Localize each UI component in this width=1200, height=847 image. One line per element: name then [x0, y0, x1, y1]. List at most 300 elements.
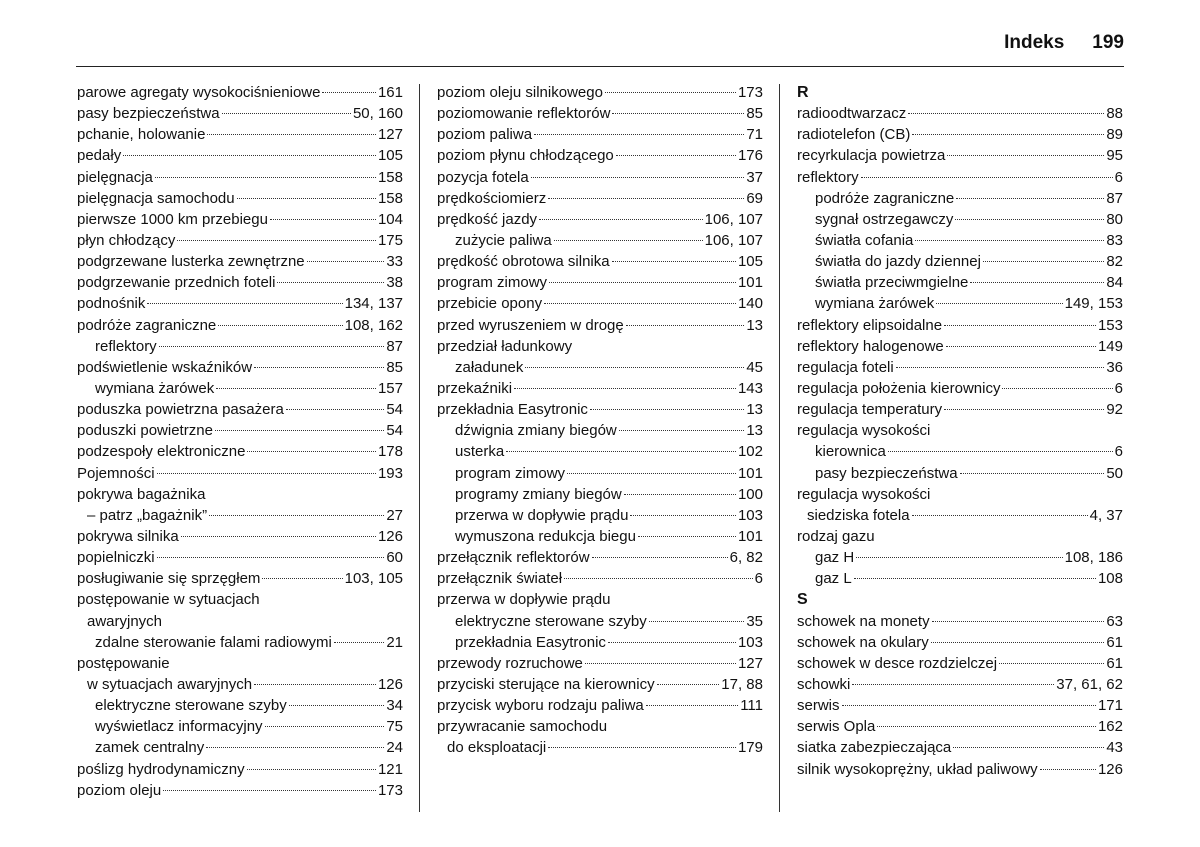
index-entry [437, 632, 763, 653]
entry-page-ref: 37 [746, 168, 763, 186]
entry-page-ref: 102 [737, 443, 763, 461]
dot-leader [307, 261, 385, 262]
index-entry [437, 695, 763, 716]
index-entry [437, 82, 763, 103]
index-entry [77, 547, 403, 568]
entry-page-ref: 6 [1114, 443, 1123, 461]
index-entry [77, 124, 403, 145]
index-entry [437, 230, 763, 251]
entry-term: usterka [455, 443, 505, 461]
entry-term: poziom oleju silnikowego [437, 84, 603, 101]
entry-term: pokrywa bagażnika [77, 485, 206, 503]
entry-term: pielęgnacja samochodu [77, 189, 235, 207]
entry-page-ref: 87 [386, 337, 403, 355]
index-entry [437, 167, 763, 188]
entry-term: sygnał ostrzegawczy [815, 210, 954, 228]
entry-term: zużycie paliwa [455, 231, 552, 249]
dot-leader [630, 515, 736, 516]
index-entry [437, 716, 763, 737]
entry-term: awaryjnych [87, 612, 163, 630]
index-entry [77, 82, 403, 103]
entry-page-ref: 71 [746, 126, 763, 144]
index-entry [77, 272, 403, 293]
entry-page-ref: 178 [377, 443, 403, 461]
entry-page-ref: 89 [1106, 126, 1123, 144]
index-entry [797, 674, 1123, 695]
entry-term: dźwignia zmiany biegów [455, 422, 617, 440]
entry-page-ref: 82 [1106, 253, 1123, 271]
entry-term: schowek na okulary [797, 633, 929, 651]
dot-leader [265, 726, 385, 727]
entry-term: prędkość obrotowa silnika [437, 253, 610, 271]
entry-term: światła przeciwmgielne [815, 274, 969, 292]
dot-leader [270, 219, 376, 220]
entry-term: elektryczne sterowane szyby [95, 697, 287, 715]
entry-term: poziom oleju [77, 781, 162, 799]
entry-term: poduszka powietrzna pasażera [77, 401, 284, 419]
entry-term: silnik wysokoprężny, układ paliwowy [797, 760, 1038, 778]
entry-term: przełącznik reflektorów [437, 549, 590, 567]
entry-term: przewody rozruchowe [437, 654, 583, 672]
index-entry [77, 420, 403, 441]
entry-page-ref: 106, 107 [704, 231, 763, 249]
entry-term: postępowanie [77, 654, 170, 672]
index-entry [77, 695, 403, 716]
entry-term: – patrz „bagażnik” [87, 506, 208, 524]
dot-leader [842, 705, 1096, 706]
dot-leader [247, 451, 376, 452]
dot-leader [531, 177, 745, 178]
index-entry [77, 505, 403, 526]
entry-page-ref: 61 [1106, 633, 1123, 651]
dot-leader [608, 642, 736, 643]
entry-term: parowe agregaty wysokociśnieniowe [77, 84, 321, 101]
entry-term: do eksploatacji [447, 739, 547, 757]
entry-page-ref: 13 [746, 401, 763, 419]
entry-page-ref: 100 [737, 485, 763, 503]
index-entry [797, 272, 1123, 293]
dot-leader [157, 557, 385, 558]
dot-leader [657, 684, 720, 685]
entry-page-ref: 103 [737, 506, 763, 524]
dot-leader [548, 747, 736, 748]
index-entry [77, 526, 403, 547]
entry-page-ref: 161 [377, 84, 403, 101]
entry-page-ref: 85 [746, 105, 763, 123]
dot-leader [592, 557, 728, 558]
entry-term: serwis [797, 697, 840, 715]
entry-term: wymiana żarówek [815, 295, 935, 313]
index-column-2 [437, 82, 763, 759]
section-letter: R [797, 84, 809, 101]
index-entry [77, 759, 403, 780]
index-entry [797, 632, 1123, 653]
dot-leader [567, 473, 736, 474]
dot-leader [616, 155, 736, 156]
index-entry [797, 568, 1123, 589]
index-entry [77, 611, 403, 632]
entry-page-ref: 4, 37 [1089, 506, 1123, 524]
dot-leader [605, 92, 736, 93]
entry-term: przerwa w dopływie prądu [437, 591, 611, 609]
entry-term: światła cofania [815, 231, 914, 249]
entry-page-ref: 179 [737, 739, 763, 757]
index-entry [77, 737, 403, 758]
entry-page-ref: 6 [1114, 379, 1123, 397]
dot-leader [999, 663, 1104, 664]
entry-page-ref: 108, 162 [344, 316, 403, 334]
index-entry [437, 272, 763, 293]
index-entry [797, 420, 1123, 441]
entry-page-ref: 60 [386, 549, 403, 567]
dot-leader [147, 303, 342, 304]
dot-leader [155, 177, 376, 178]
index-entry [437, 463, 763, 484]
dot-leader [626, 325, 745, 326]
index-entry [797, 230, 1123, 251]
entry-page-ref: 101 [737, 274, 763, 292]
entry-term: poduszki powietrzne [77, 422, 213, 440]
entry-page-ref: 193 [377, 464, 403, 482]
index-entry [77, 653, 403, 674]
column-divider [419, 84, 420, 812]
dot-leader [548, 198, 744, 199]
entry-term: popielniczki [77, 549, 155, 567]
index-entry [797, 716, 1123, 737]
dot-leader [908, 113, 1104, 114]
dot-leader [218, 325, 342, 326]
entry-term: gaz L [815, 570, 852, 588]
index-entry [77, 315, 403, 336]
entry-page-ref: 153 [1097, 316, 1123, 334]
index-column-3 [797, 82, 1123, 780]
entry-page-ref: 140 [737, 295, 763, 313]
entry-term: w sytuacjach awaryjnych [87, 675, 253, 693]
page-header [1004, 32, 1124, 54]
index-entry [77, 336, 403, 357]
entry-term: zdalne sterowanie falami radiowymi [95, 633, 332, 651]
dot-leader [254, 684, 376, 685]
dot-leader [544, 303, 736, 304]
dot-leader [514, 388, 736, 389]
entry-term: siatka zabezpieczająca [797, 739, 952, 757]
index-entry [437, 674, 763, 695]
entry-term: przed wyruszeniem w drogę [437, 316, 624, 334]
entry-term: Pojemności [77, 464, 155, 482]
index-entry [797, 378, 1123, 399]
index-entry [797, 737, 1123, 758]
entry-term: prędkościomierz [437, 189, 547, 207]
entry-term: wymuszona redukcja biegu [455, 527, 636, 545]
dot-leader [554, 240, 703, 241]
entry-term: radioodtwarzacz [797, 105, 907, 123]
entry-term: przywracanie samochodu [437, 718, 608, 736]
entry-term: posługiwanie się sprzęgłem [77, 570, 261, 588]
index-entry [77, 167, 403, 188]
index-entry [77, 230, 403, 251]
entry-page-ref: 103 [737, 633, 763, 651]
dot-leader [638, 536, 736, 537]
entry-term: przedział ładunkowy [437, 337, 573, 355]
index-entry [77, 674, 403, 695]
entry-term: poziom płynu chłodzącego [437, 147, 614, 165]
column-divider [779, 84, 780, 812]
entry-term: poziom paliwa [437, 126, 533, 144]
entry-term: przebicie opony [437, 295, 543, 313]
index-entry [437, 653, 763, 674]
dot-leader [983, 261, 1104, 262]
index-entry [797, 145, 1123, 166]
dot-leader [854, 578, 1096, 579]
entry-term: pedały [77, 147, 122, 165]
dot-leader [612, 113, 744, 114]
dot-leader [888, 451, 1113, 452]
entry-page-ref: 158 [377, 168, 403, 186]
entry-term: regulacja wysokości [797, 422, 931, 440]
entry-page-ref: 84 [1106, 274, 1123, 292]
dot-leader [1040, 769, 1096, 770]
entry-page-ref: 149, 153 [1064, 295, 1123, 313]
dot-leader [877, 726, 1096, 727]
entry-term: schowek w desce rozdzielczej [797, 654, 998, 672]
entry-term: prędkość jazdy [437, 210, 538, 228]
index-entry [797, 357, 1123, 378]
entry-page-ref: 35 [746, 612, 763, 630]
entry-page-ref: 101 [737, 527, 763, 545]
dot-leader [262, 578, 342, 579]
index-entry [77, 209, 403, 230]
entry-page-ref: 175 [377, 231, 403, 249]
entry-term: wymiana żarówek [95, 379, 215, 397]
entry-term: schowki [797, 675, 851, 693]
dot-leader [896, 367, 1105, 368]
dot-leader [612, 261, 736, 262]
entry-page-ref: 27 [386, 506, 403, 524]
dot-leader [237, 198, 376, 199]
dot-leader [254, 367, 384, 368]
entry-term: przerwa w dopływie prądu [455, 506, 629, 524]
entry-page-ref: 126 [377, 675, 403, 693]
entry-page-ref: 92 [1106, 401, 1123, 419]
entry-term: podświetlenie wskaźników [77, 358, 253, 376]
index-entry [77, 568, 403, 589]
dot-leader [207, 134, 376, 135]
entry-page-ref: 149 [1097, 337, 1123, 355]
dot-leader [157, 473, 376, 474]
dot-leader [912, 515, 1088, 516]
index-entry [797, 124, 1123, 145]
entry-term: kierownica [815, 443, 886, 461]
entry-page-ref: 126 [377, 527, 403, 545]
entry-page-ref: 37, 61, 62 [1056, 675, 1123, 693]
entry-page-ref: 50 [1106, 464, 1123, 482]
entry-term: pchanie, holowanie [77, 126, 206, 144]
entry-term: rodzaj gazu [797, 527, 875, 545]
entry-term: gaz H [815, 549, 855, 567]
index-entry [77, 463, 403, 484]
index-entry [77, 399, 403, 420]
entry-term: podzespoły elektroniczne [77, 443, 246, 461]
dot-leader [159, 346, 385, 347]
dot-leader [932, 621, 1105, 622]
entry-term: regulacja położenia kierownicy [797, 379, 1001, 397]
dot-leader [944, 409, 1104, 410]
entry-term: przekaźniki [437, 379, 513, 397]
index-entry [797, 547, 1123, 568]
entry-term: przycisk wyboru rodzaju paliwa [437, 697, 644, 715]
entry-term: programy zmiany biegów [455, 485, 622, 503]
entry-page-ref: 54 [386, 422, 403, 440]
entry-page-ref: 173 [737, 84, 763, 101]
entry-term: przekładnia Easytronic [455, 633, 606, 651]
index-entry [437, 526, 763, 547]
entry-page-ref: 69 [746, 189, 763, 207]
dot-leader [123, 155, 376, 156]
dot-leader [953, 747, 1104, 748]
index-entry [797, 653, 1123, 674]
entry-term: regulacja temperatury [797, 401, 943, 419]
entry-page-ref: 50, 160 [352, 105, 403, 123]
entry-page-ref: 134, 137 [344, 295, 403, 313]
entry-page-ref: 54 [386, 401, 403, 419]
index-entry [437, 420, 763, 441]
index-entry [437, 441, 763, 462]
index-entry [77, 632, 403, 653]
entry-page-ref: 104 [377, 210, 403, 228]
index-title: Indeks [1004, 32, 1065, 53]
index-entry [797, 505, 1123, 526]
index-entry [797, 167, 1123, 188]
index-entry [437, 611, 763, 632]
dot-leader [624, 494, 736, 495]
index-entry [437, 378, 763, 399]
entry-page-ref: 61 [1106, 654, 1123, 672]
header-rule [76, 66, 1124, 67]
dot-leader [960, 473, 1105, 474]
index-entry [797, 611, 1123, 632]
entry-term: przełącznik świateł [437, 570, 563, 588]
entry-term: reflektory [797, 168, 859, 186]
index-entry [437, 589, 763, 610]
dot-leader [534, 134, 744, 135]
entry-term: schowek na monety [797, 612, 930, 630]
index-entry [437, 336, 763, 357]
dot-leader [277, 282, 384, 283]
index-entry [797, 188, 1123, 209]
entry-page-ref: 111 [740, 697, 763, 715]
entry-page-ref: 13 [746, 316, 763, 334]
entry-term: pierwsze 1000 km przebiegu [77, 210, 268, 228]
index-entry [77, 716, 403, 737]
dot-leader [549, 282, 736, 283]
entry-page-ref: 88 [1106, 105, 1123, 123]
entry-page-ref: 43 [1106, 739, 1123, 757]
index-entry [437, 484, 763, 505]
dot-leader [209, 515, 384, 516]
entry-page-ref: 158 [377, 189, 403, 207]
entry-term: przyciski sterujące na kierownicy [437, 675, 655, 693]
dot-leader [947, 155, 1104, 156]
dot-leader [177, 240, 376, 241]
index-entry [77, 103, 403, 124]
entry-page-ref: 85 [386, 358, 403, 376]
dot-leader [946, 346, 1096, 347]
index-entry [437, 315, 763, 336]
entry-page-ref: 105 [377, 147, 403, 165]
dot-leader [649, 621, 745, 622]
dot-leader [646, 705, 738, 706]
entry-term: wyświetlacz informacyjny [95, 718, 263, 736]
index-entry [77, 145, 403, 166]
entry-page-ref: 80 [1106, 210, 1123, 228]
index-column-1 [77, 82, 403, 801]
dot-leader [322, 92, 376, 93]
entry-term: regulacja foteli [797, 358, 894, 376]
entry-term: pozycja fotela [437, 168, 529, 186]
entry-page-ref: 21 [386, 633, 403, 651]
dot-leader [286, 409, 385, 410]
dot-leader [525, 367, 744, 368]
entry-term: poślizg hydrodynamiczny [77, 760, 245, 778]
index-entry [797, 463, 1123, 484]
dot-leader [1002, 388, 1112, 389]
dot-leader [585, 663, 736, 664]
index-entry [437, 547, 763, 568]
dot-leader [970, 282, 1104, 283]
index-entry [437, 293, 763, 314]
index-entry [77, 188, 403, 209]
index-entry [77, 293, 403, 314]
entry-page-ref: 126 [1097, 760, 1123, 778]
entry-term: pokrywa silnika [77, 527, 179, 545]
index-entry [437, 505, 763, 526]
entry-term: regulacja wysokości [797, 485, 931, 503]
entry-term: reflektory [95, 337, 157, 355]
entry-page-ref: 176 [737, 147, 763, 165]
index-entry [77, 441, 403, 462]
entry-term: radiotelefon (CB) [797, 126, 911, 144]
entry-term: recyrkulacja powietrza [797, 147, 946, 165]
dot-leader [215, 430, 384, 431]
dot-leader [181, 536, 376, 537]
dot-leader [931, 642, 1105, 643]
dot-leader [539, 219, 703, 220]
dot-leader [222, 113, 351, 114]
entry-term: pielęgnacja [77, 168, 153, 186]
dot-leader [955, 219, 1104, 220]
entry-term: płyn chłodzący [77, 231, 176, 249]
index-entry [797, 484, 1123, 505]
entry-term: światła do jazdy dziennej [815, 253, 981, 271]
dot-leader [944, 325, 1096, 326]
entry-page-ref: 13 [746, 422, 763, 440]
entry-page-ref: 6 [754, 570, 763, 588]
index-entry [77, 589, 403, 610]
page-number: 199 [1092, 32, 1124, 53]
index-entry [77, 378, 403, 399]
dot-leader [289, 705, 385, 706]
entry-page-ref: 6, 82 [729, 549, 763, 567]
entry-term: załadunek [455, 358, 524, 376]
entry-term: elektryczne sterowane szyby [455, 612, 647, 630]
entry-term: program zimowy [455, 464, 566, 482]
entry-term: siedziska fotela [807, 506, 910, 524]
index-entry [797, 209, 1123, 230]
index-entry [797, 441, 1123, 462]
dot-leader [936, 303, 1062, 304]
index-entry [797, 251, 1123, 272]
entry-page-ref: 63 [1106, 612, 1123, 630]
